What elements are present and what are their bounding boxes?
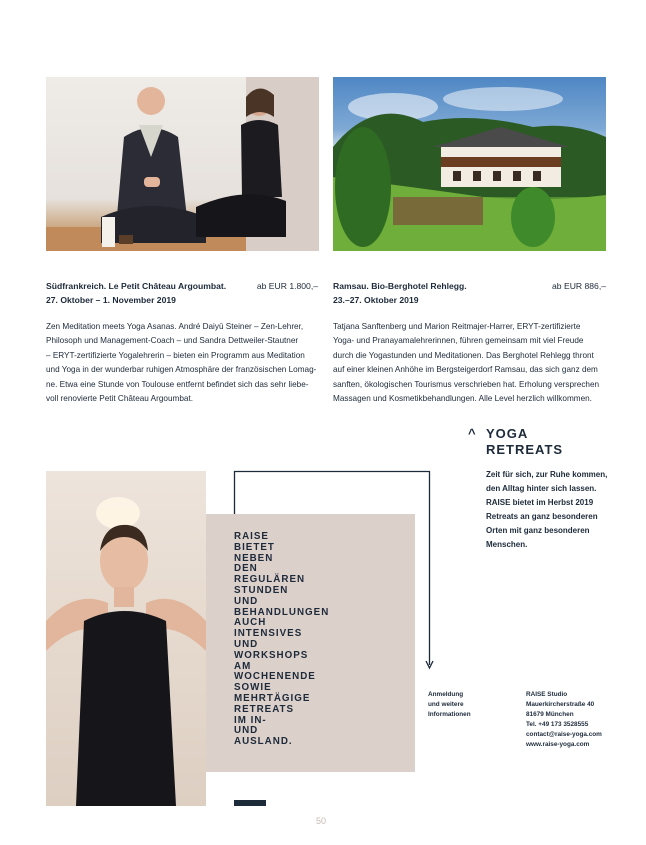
yoga-woman-illustration (46, 471, 206, 806)
studio-city: 81679 München (526, 711, 574, 718)
statement-line: NEBEN (234, 552, 274, 564)
statement-line: IM IN- (234, 714, 267, 726)
offer1-price: ab EUR 1.800,– (256, 281, 318, 291)
studio-name: RAISE Studio (526, 691, 568, 698)
studio-website[interactable]: www.raise-yoga.com (526, 741, 590, 748)
offer1-line: ne. Etwa eine Stunde von Toulouse entfernt befindet sich das sehr liebe- (46, 379, 309, 389)
studio-email[interactable]: contact@raise-yoga.com (526, 731, 602, 738)
registration-line: Informationen (428, 711, 471, 718)
retreats-line: den Alltag hinter sich lassen. (486, 484, 597, 493)
offer1-location: Südfrankreich. Le Petit Château Argoumbat. (46, 281, 227, 291)
offer1-line: – ERYT-zertifizierte Yogalehrerin – bieten ein Programm aus Meditation (46, 350, 305, 360)
statement-line: SOWIE (234, 682, 272, 694)
photo-meditation-teachers (46, 77, 319, 251)
registration-note (428, 690, 471, 720)
studio-contact (526, 690, 602, 750)
offer2-line: Tatjana Sanftenberg und Marion Reitmajer-Harrer, ERYT-zertifizierte (333, 322, 581, 331)
offer2-line: Yoga- und Pranayamalehrerinnen, führen gemeinsam mit viel Freude (333, 336, 584, 346)
retreats-line: Zeit für sich, zur Ruhe kommen, (486, 470, 608, 479)
retreats-intro (486, 468, 616, 552)
studio-phone: Tel. +49 173 3528555 (526, 721, 589, 728)
photo-yoga-woman (46, 471, 206, 806)
offer1-line: voll renovierte Petit Château Argoumbat. (46, 394, 194, 404)
accent-bar (234, 800, 266, 806)
statement-line: AUCH (234, 617, 267, 629)
registration-line: und weitere (428, 701, 464, 708)
offer1-description (46, 320, 321, 406)
statement-line: RAISE (234, 531, 269, 542)
statement-line: BEHANDLUNGEN (234, 606, 330, 618)
statement-line: DEN (234, 563, 258, 575)
offer2-line: durch die Yogastunden und Meditationen. Das Berghotel Rehlegg thront (333, 350, 594, 360)
statement-line: REGULÄREN (234, 574, 306, 586)
offer1-dates: 27. Oktober – 1. November 2019 (46, 295, 176, 305)
statement-line: AUSLAND. (234, 736, 293, 748)
retreats-heading-line1: YOGA (486, 426, 529, 441)
caret-up-icon: ^ (468, 426, 477, 441)
offer1-line: und Yoga in der wunderbar ruhigen Atmosphäre der französischen Lomag- (46, 365, 317, 375)
offer1-line: Zen Meditation meets Yoga Asanas. André Daiyū Steiner – Zen-Lehrer, (46, 322, 304, 331)
statement-line: WOCHENENDE (234, 671, 316, 683)
retreats-line: RAISE bietet im Herbst 2019 (486, 498, 594, 507)
retreats-line: Retreats an ganz besonderen (486, 512, 598, 521)
statement-line: AM (234, 660, 252, 672)
statement-line: UND (234, 725, 259, 737)
studio-street: Mauerkircherstraße 40 (526, 701, 595, 708)
offer1-line: Philosoph und Management-Coach – und Sandra Dettweiler-Stautner (46, 336, 299, 346)
meditation-illustration (46, 77, 319, 251)
retreats-heading (486, 426, 563, 458)
statement-line: UND (234, 638, 259, 650)
offer2-line: auf einer kleinen Anhöhe im Bergsteigerdorf Ramsau, das sich ganz dem (333, 365, 598, 375)
hotel-illustration (333, 77, 606, 251)
statement-line: BIETET (234, 541, 275, 553)
offer2-price: ab EUR 886,– (552, 281, 606, 291)
retreats-line: Menschen. (486, 540, 528, 549)
retreats-line: Orten mit ganz besonderen (486, 526, 590, 535)
offer2-description (333, 320, 613, 406)
retreats-heading-line2: RETREATS (486, 442, 564, 457)
raise-statement (234, 532, 329, 748)
statement-line: UND (234, 595, 259, 607)
offer2-line: Massagen und Kosmetikbehandlungen. Alle Level herzlich willkommen. (333, 394, 592, 404)
statement-line: INTENSIVES (234, 628, 303, 640)
statement-line: WORKSHOPS (234, 649, 309, 661)
offer2-line: sanften, ökologischen Tourismus verschrieben hat. Erholung versprechen (333, 379, 600, 389)
photo-berghotel-rehlegg (333, 77, 606, 251)
statement-line: RETREATS (234, 703, 295, 715)
registration-line: Anmeldung (428, 691, 464, 698)
statement-line: STUNDEN (234, 584, 289, 596)
statement-line: MEHRTÄGIGE (234, 692, 311, 704)
page-number: 50 (316, 816, 327, 826)
offer2-location: Ramsau. Bio-Berghotel Rehlegg. (333, 281, 467, 291)
offer2-dates: 23.–27. Oktober 2019 (333, 295, 419, 305)
